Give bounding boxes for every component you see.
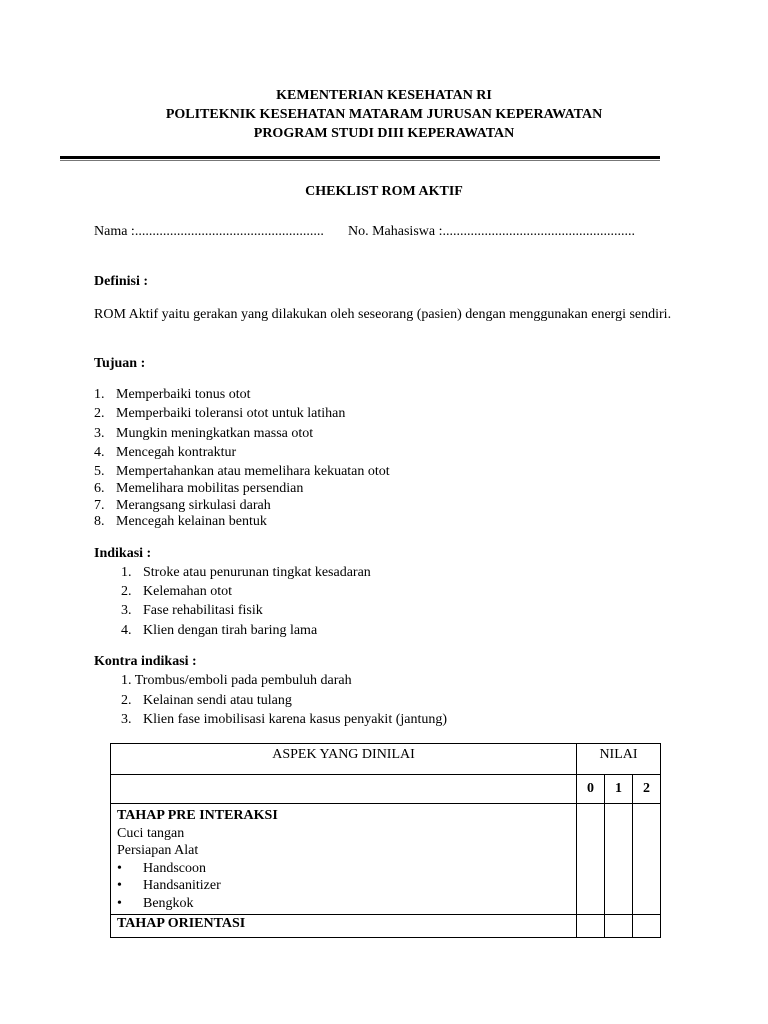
orientasi-heading: TAHAP ORIENTASI bbox=[111, 915, 577, 938]
nilai-header: NILAI bbox=[577, 744, 661, 775]
score-cell[interactable] bbox=[633, 804, 661, 915]
document-header bbox=[0, 86, 768, 143]
list-item: 8. Mencegah kelainan bentuk bbox=[94, 514, 267, 529]
score-1-header: 1 bbox=[605, 775, 633, 804]
tujuan-heading: Tujuan : bbox=[94, 356, 146, 371]
list-item: 1. Memperbaiki tonus otot bbox=[94, 387, 251, 402]
score-cell[interactable] bbox=[633, 915, 661, 938]
bullet-item: • Handscoon bbox=[117, 860, 206, 876]
table-row bbox=[111, 804, 661, 915]
list-item: 7. Merangsang sirkulasi darah bbox=[94, 498, 271, 513]
nama-field: Nama :...................................................... bbox=[94, 224, 324, 239]
list-item: 3. Mungkin meningkatkan massa otot bbox=[94, 426, 314, 441]
list-item: 2. Kelemahan otot bbox=[121, 584, 233, 599]
definisi-heading: Definisi : bbox=[94, 274, 149, 289]
header-ministry: KEMENTERIAN KESEHATAN RI bbox=[276, 88, 492, 103]
score-cell[interactable] bbox=[577, 804, 605, 915]
list-item: 3. Klien fase imobilisasi karena kasus penyakit (jantung) bbox=[121, 712, 448, 727]
list-item: 2. Memperbaiki toleransi otot untuk latihan bbox=[94, 406, 346, 421]
list-item: 4. Mencegah kontraktur bbox=[94, 445, 237, 460]
header-program: PROGRAM STUDI DIII KEPERAWATAN bbox=[253, 126, 515, 141]
bullet-icon: • bbox=[117, 895, 122, 911]
score-cell[interactable] bbox=[577, 915, 605, 938]
definisi-text: ROM Aktif yaitu gerakan yang dilakukan oleh seseorang (pasien) dengan menggunakan energi sendiri. bbox=[94, 307, 672, 322]
persiapan-alat-text: Persiapan Alat bbox=[117, 843, 199, 858]
indikasi-heading: Indikasi : bbox=[94, 546, 152, 561]
bullet-item: • Bengkok bbox=[117, 895, 194, 911]
score-2-header: 2 bbox=[633, 775, 661, 804]
list-item: 1. Stroke atau penurunan tingkat kesadaran bbox=[121, 565, 371, 580]
score-cell[interactable] bbox=[605, 915, 633, 938]
table-row bbox=[111, 915, 661, 938]
bullet-icon: • bbox=[117, 860, 122, 876]
list-item: 2. Kelainan sendi atau tulang bbox=[121, 693, 292, 708]
aspek-header: ASPEK YANG DINILAI bbox=[111, 744, 577, 775]
bullet-icon: • bbox=[117, 878, 122, 893]
kontra-heading: Kontra indikasi : bbox=[94, 654, 197, 669]
pre-interaksi-cell bbox=[111, 804, 577, 915]
header-institution: POLITEKNIK KESEHATAN MATARAM JURUSAN KEPERAWATAN bbox=[165, 107, 603, 122]
cuci-tangan-text: Cuci tangan bbox=[117, 825, 185, 841]
header-divider-shadow bbox=[60, 160, 660, 161]
assessment-table bbox=[110, 743, 661, 938]
nim-field: No. Mahasiswa :....................................................... bbox=[348, 224, 635, 239]
list-item: 6. Memelihara mobilitas persendian bbox=[94, 481, 304, 496]
pre-interaksi-heading: TAHAP PRE INTERAKSI bbox=[117, 808, 278, 823]
list-item: 3. Fase rehabilitasi fisik bbox=[121, 603, 263, 618]
header-divider bbox=[60, 156, 660, 159]
score-cell[interactable] bbox=[605, 804, 633, 915]
score-0-header: 0 bbox=[577, 775, 605, 804]
list-item: 4. Klien dengan tirah baring lama bbox=[121, 623, 318, 638]
blank-cell bbox=[111, 775, 577, 804]
document-title: CHEKLIST ROM AKTIF bbox=[305, 184, 463, 199]
list-item: 5. Mempertahankan atau memelihara kekuatan otot bbox=[94, 464, 390, 479]
bullet-item: • Handsanitizer bbox=[117, 878, 221, 893]
list-item: 1. Trombus/emboli pada pembuluh darah bbox=[121, 673, 352, 688]
